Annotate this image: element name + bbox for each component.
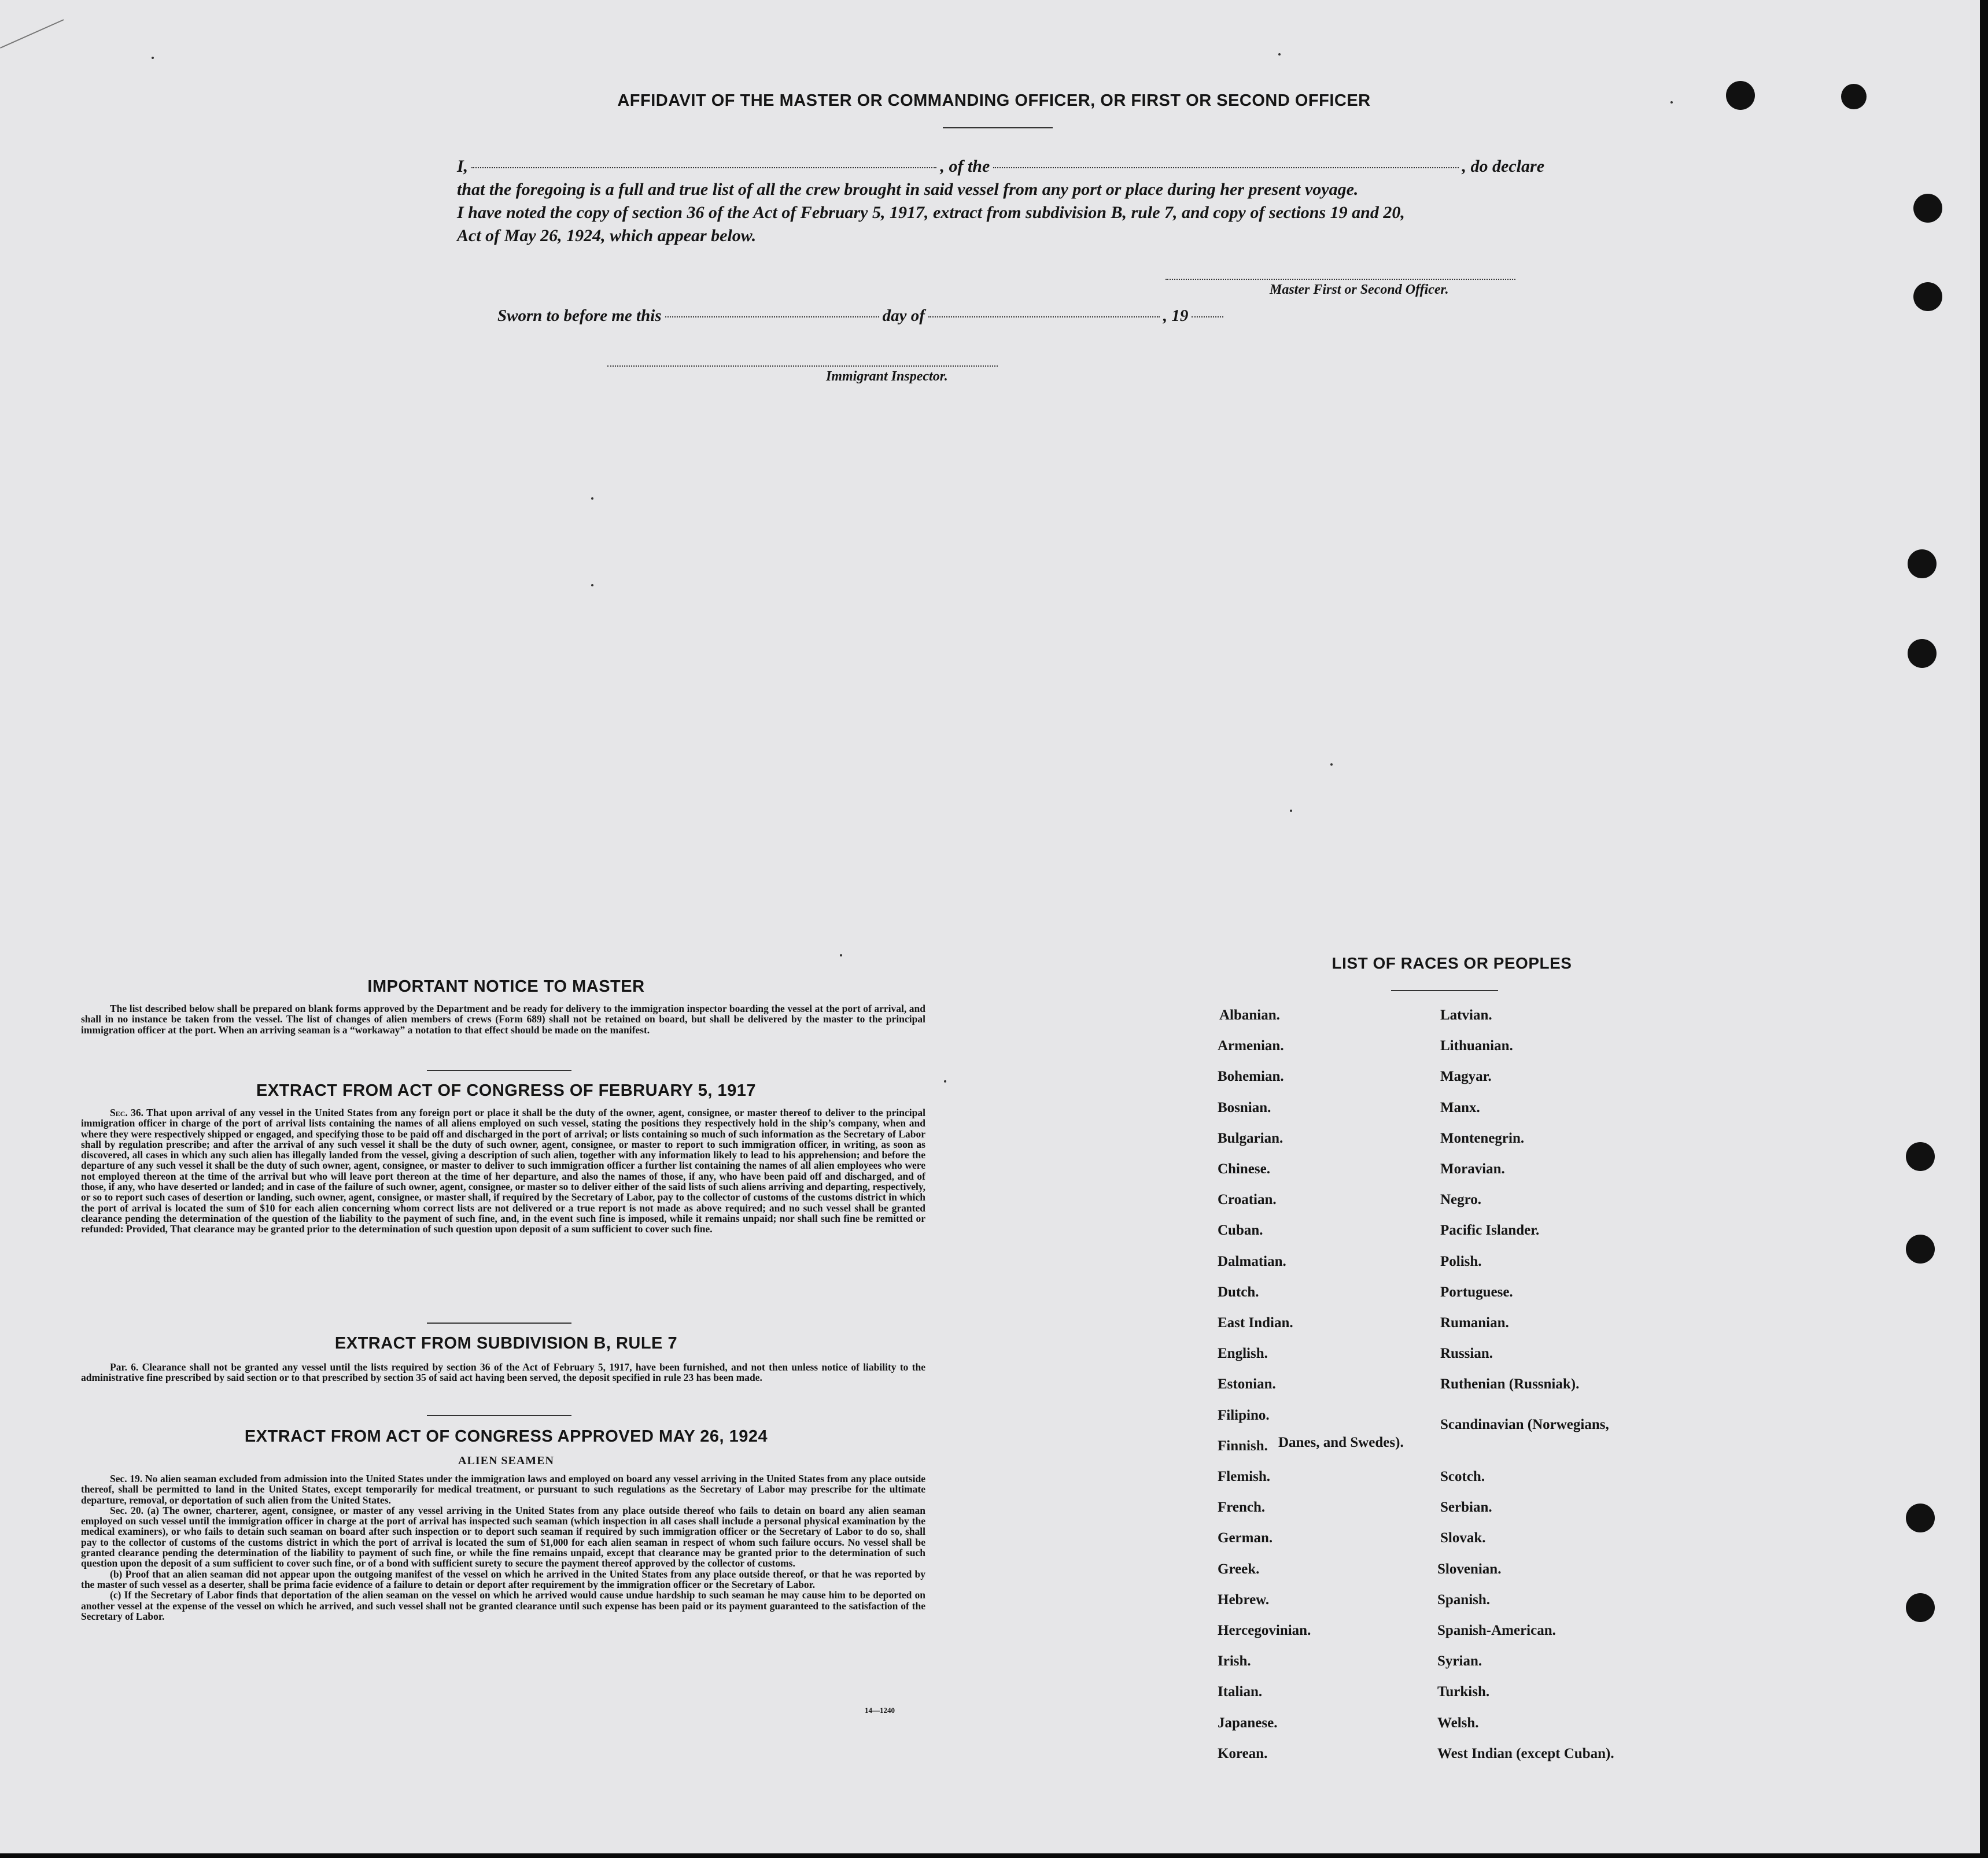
- section-divider: [427, 1323, 571, 1324]
- extract-1917-body: [81, 1107, 925, 1235]
- race-item-left: Dalmatian.: [1218, 1253, 1286, 1269]
- officer-signature-line[interactable]: [1165, 279, 1515, 280]
- scan-speck: [944, 1080, 946, 1083]
- declaration-line-2: that the foregoing is a full and true list of all the crew brought in said vessel from any port or place during her present voyage.: [457, 180, 1359, 199]
- alien-seamen-subtitle: ALIEN SEAMEN: [458, 1454, 554, 1467]
- scan-speck: [1330, 763, 1333, 766]
- scan-edge-right: [1980, 0, 1988, 1858]
- notice-title: IMPORTANT NOTICE TO MASTER: [367, 977, 645, 996]
- sworn-month-blank[interactable]: [928, 316, 1160, 317]
- sec-20b-text: (b) Proof that an alien seaman did not appear upon the outgoing manifest of the vessel on which he arrived in the United States from any place outside thereof, or that he was reported by the master of such vessel as a deserter, shall be prima facie evidence of a failure to detain or deport after requirement by the immigration officer or the Secretary of Labor.: [81, 1568, 925, 1590]
- race-item-right: Scandinavian (Norwegians,: [1440, 1416, 1609, 1432]
- punch-hole: [1906, 1235, 1935, 1264]
- sworn-line: [497, 306, 1227, 326]
- scan-edge-bottom: [0, 1853, 1988, 1858]
- race-item-left: Estonian.: [1218, 1376, 1276, 1392]
- race-item-left: Filipino.: [1218, 1407, 1270, 1423]
- declaration-do-declare: , do declare: [1462, 157, 1545, 176]
- race-item-right: Welsh.: [1437, 1715, 1479, 1731]
- race-item-right: Montenegrin.: [1440, 1130, 1525, 1146]
- rule7-text: Par. 6. Clearance shall not be granted any vessel until the lists required by section 36 of the Act of February 5, 1917, have been furnished, and not then unless notice of liability to the administrative fine prescribed by said section or to that prescribed by section 35 of said act having been served, the deposit specified in rule 23 has been made.: [81, 1361, 925, 1384]
- scan-speck: [591, 497, 593, 500]
- punch-hole: [1908, 639, 1937, 668]
- sworn-prefix: Sworn to before me this: [497, 306, 662, 325]
- race-item-left: Hercegovinian.: [1218, 1623, 1311, 1638]
- race-item-left: East Indian.: [1218, 1315, 1293, 1331]
- race-item-right: Moravian.: [1440, 1161, 1505, 1177]
- race-item-left: Bohemian.: [1218, 1069, 1284, 1085]
- punch-hole: [1913, 282, 1942, 311]
- punch-hole: [1913, 194, 1942, 223]
- race-item-left: Japanese.: [1218, 1715, 1278, 1731]
- affidavit-title: AFFIDAVIT OF THE MASTER OR COMMANDING OFFICER, OR FIRST OR SECOND OFFICER: [617, 91, 1371, 110]
- race-item-left: Greek.: [1218, 1561, 1260, 1577]
- race-item-right: Negro.: [1440, 1192, 1482, 1208]
- inspector-signature-label: Immigrant Inspector.: [826, 369, 948, 384]
- scan-speck: [840, 954, 842, 956]
- race-item-right: Manx.: [1440, 1099, 1480, 1115]
- race-item-right: Rumanian.: [1440, 1315, 1509, 1331]
- page-corner-mark: [0, 19, 64, 49]
- race-item-right: Spanish-American.: [1437, 1623, 1556, 1638]
- declaration-i: I,: [457, 157, 469, 176]
- declaration-line-3: I have noted the copy of section 36 of the Act of February 5, 1917, extract from subdivision B, rule 7, and copy of sections 19 and 20,: [457, 203, 1405, 222]
- section-divider: [427, 1415, 571, 1416]
- race-item-right: Danes, and Swedes).: [1278, 1435, 1404, 1451]
- race-item-left: Korean.: [1218, 1745, 1268, 1761]
- race-item-left: Armenian.: [1218, 1038, 1284, 1054]
- races-title-underline: [1391, 990, 1498, 991]
- race-item-left: Finnish.: [1218, 1438, 1268, 1454]
- race-item-left: Chinese.: [1218, 1161, 1270, 1177]
- race-item-right: West Indian (except Cuban).: [1437, 1745, 1614, 1761]
- notice-text: The list described below shall be prepared on blank forms approved by the Department and be ready for delivery to the immigration inspector boarding the vessel at the port of arrival, and shall in no instance be taken from the vessel. The list of changes of alien members of crews (Form 689) shall not be retained on board, but shall be delivered by the master to the principal immigration officer at the port. When an arriving seaman is a “workaway” a notation to that effect should be made on the manifest.: [81, 1003, 925, 1036]
- scan-speck: [1278, 53, 1281, 56]
- race-item-left: English.: [1218, 1346, 1268, 1362]
- race-item-right: Turkish.: [1437, 1684, 1490, 1700]
- form-number: 14—1240: [865, 1706, 895, 1715]
- race-item-right: Syrian.: [1437, 1653, 1482, 1669]
- race-item-right: Serbian.: [1440, 1499, 1492, 1516]
- extract-1917-text: [81, 1107, 925, 1235]
- punch-hole: [1906, 1504, 1935, 1532]
- officer-signature-label: Master First or Second Officer.: [1270, 282, 1449, 297]
- race-item-right: Latvian.: [1440, 1007, 1492, 1023]
- rule7-title: EXTRACT FROM SUBDIVISION B, RULE 7: [334, 1334, 678, 1353]
- declaration-of-the: , of the: [940, 157, 990, 176]
- race-item-left: Flemish.: [1218, 1469, 1270, 1484]
- race-item-left: Hebrew.: [1218, 1591, 1270, 1608]
- race-item-right: Slovenian.: [1437, 1561, 1502, 1577]
- race-item-right: Magyar.: [1440, 1069, 1492, 1085]
- title-underline: [943, 127, 1053, 128]
- name-blank[interactable]: [471, 167, 936, 168]
- race-item-right: Slovak.: [1440, 1530, 1486, 1546]
- race-item-left: Bosnian.: [1218, 1099, 1271, 1115]
- sec-20a-text: Sec. 20. (a) The owner, charterer, agent, consignee, or master of any vessel arriving in the United States from any place outside thereof who fails to detain on board any alien seaman employed on such vessel until the immigration officer in charge at the port of arrival has inspected such seaman (which inspection in all cases shall include a personal physical examination by the medical examiners), or who fails to detain such seaman on board after such inspection or to deport such seaman if required by such immigration officer or the Secretary of Labor to do so, shall pay to the collector of customs of the customs district in which the port of arrival is located the sum of $1,000 for each alien seaman in respect of whom such failure occurs. No vessel shall be granted clearance pending the determination of the liability to payment of such fine, or while the fine remains unpaid, except that clearance may be granted prior to the determination of such question upon the deposit of a sum sufficient to cover such fine, or of a bond with sufficient surety to secure the payment thereof approved by the collector of customs.: [81, 1504, 925, 1569]
- punch-hole: [1906, 1142, 1935, 1171]
- punch-hole: [1908, 549, 1937, 578]
- declaration-block: [457, 155, 1544, 248]
- scan-speck: [1670, 101, 1673, 104]
- sec-19-text: Sec. 19. No alien seaman excluded from admission into the United States under the immigration laws and employed on board any vessel arriving in the United States from any place outside thereof, shall be permitted to land in the United States, except temporarily for medical treatment, or pursuant to such regulations as the Secretary of Labor may prescribe for the ultimate departure, removal, or deportation of such alien from the United States.: [81, 1473, 925, 1506]
- race-item-left: German.: [1218, 1530, 1273, 1546]
- race-item-left: Albanian.: [1219, 1007, 1280, 1023]
- race-item-right: Lithuanian.: [1440, 1038, 1513, 1054]
- rule7-body: [81, 1362, 925, 1383]
- race-item-left: French.: [1218, 1499, 1266, 1516]
- extract-1924-title: EXTRACT FROM ACT OF CONGRESS APPROVED MAY 26, 1924: [244, 1427, 768, 1446]
- race-item-left: Dutch.: [1218, 1284, 1259, 1300]
- notice-body: [81, 1003, 925, 1035]
- race-item-right: Ruthenian (Russniak).: [1440, 1376, 1580, 1392]
- race-item-left: Bulgarian.: [1218, 1130, 1283, 1146]
- race-item-right: Portuguese.: [1440, 1284, 1513, 1300]
- inspector-signature-line[interactable]: [607, 365, 998, 367]
- sworn-year-blank[interactable]: [1192, 316, 1223, 317]
- races-title: LIST OF RACES OR PEOPLES: [1332, 954, 1572, 972]
- race-item-right: Pacific Islander.: [1440, 1222, 1540, 1239]
- race-item-right: Polish.: [1440, 1253, 1482, 1269]
- vessel-blank[interactable]: [993, 167, 1458, 168]
- scan-speck: [591, 584, 593, 586]
- sworn-day-of: day of: [882, 306, 925, 325]
- race-item-left: Cuban.: [1218, 1222, 1263, 1239]
- extract-1924-body: [81, 1473, 925, 1621]
- declaration-line-1: [457, 155, 1544, 178]
- race-item-left: Croatian.: [1218, 1192, 1277, 1208]
- race-item-left: Irish.: [1218, 1653, 1251, 1669]
- scan-speck: [1290, 810, 1292, 812]
- sec-20c-text: (c) If the Secretary of Labor finds that deportation of the alien seaman on the vessel on which he arrived would cause undue hardship to such seaman he may cause him to be deported on another vessel at the expense of the vessel on which he arrived, and such vessel shall not be granted clearance until such expense has been paid or its payment guaranteed to the satisfaction of the Secretary of Labor.: [81, 1589, 925, 1622]
- race-item-right: Russian.: [1440, 1346, 1493, 1362]
- race-item-right: Scotch.: [1440, 1469, 1485, 1484]
- sworn-day-blank[interactable]: [665, 316, 879, 317]
- scan-speck: [152, 57, 154, 59]
- race-item-left: Italian.: [1218, 1684, 1263, 1700]
- sec-36-label: Sec. 36.: [110, 1107, 144, 1118]
- race-item-right: Spanish.: [1437, 1591, 1491, 1608]
- sec-36-text: That upon arrival of any vessel in the United States from any foreign port or place it shall be the duty of the owner, agent, consignee, or master thereof to deliver to the principal immigration officer in charge of the port of arrival lists containing the names of all aliens employed on such vessel, stating the positions they respectively hold in the ship’s company, when and where they were respectively shipped or engaged, and specifying those to be paid off and discharged in the port of arrival; or lists containing so much of such information as the Secretary of Labor shall by regulation prescribe; and after the arrival of any such vessel it shall be the duty of such owner, agent, consignee, or master to report to such immigration officer, in writing, as soon as discovered, all cases in which any such alien has illegally landed from the vessel, giving a description of such alien, together with any information likely to lead to his apprehension; and before the departure of any such vessel it shall be the duty of such owner, agent, consignee, or master to deliver to such immigration officer a further list containing the names of all alien employees who were not employed thereon at the time of the arrival but who will leave port thereon at the time of her departure, and also the names of those, if any, who have been paid off and discharged, and of those, if any, who have deserted or landed; and in case of the failure of such owner, agent, consignee, or master so to deliver either of the said lists of such aliens arriving and departing, respectively, or so to report such cases of desertion or landing, such owner, agent, consignee, or master shall, if required by the Secretary of Labor, pay to the collector of customs of the customs district in which the port of arrival is located the sum of $10 for each alien concerning whom correct lists are not delivered or a true report is not made as above required; and no such vessel shall be granted clearance pending the determination of the question of the liability to the payment of such fine, and, in the event such fine is imposed, while it remains unpaid; nor shall such fine be remitted or refunded: Provided, That clearance may be granted prior to the determination of such question upon deposit of a sum sufficient to cover such fine.: [81, 1107, 926, 1235]
- sworn-year: , 19: [1163, 306, 1189, 325]
- section-divider: [427, 1070, 571, 1071]
- punch-hole: [1906, 1593, 1935, 1622]
- extract-1917-title: EXTRACT FROM ACT OF CONGRESS OF FEBRUARY 5, 1917: [256, 1081, 757, 1100]
- declaration-line-4: Act of May 26, 1924, which appear below.: [457, 226, 757, 245]
